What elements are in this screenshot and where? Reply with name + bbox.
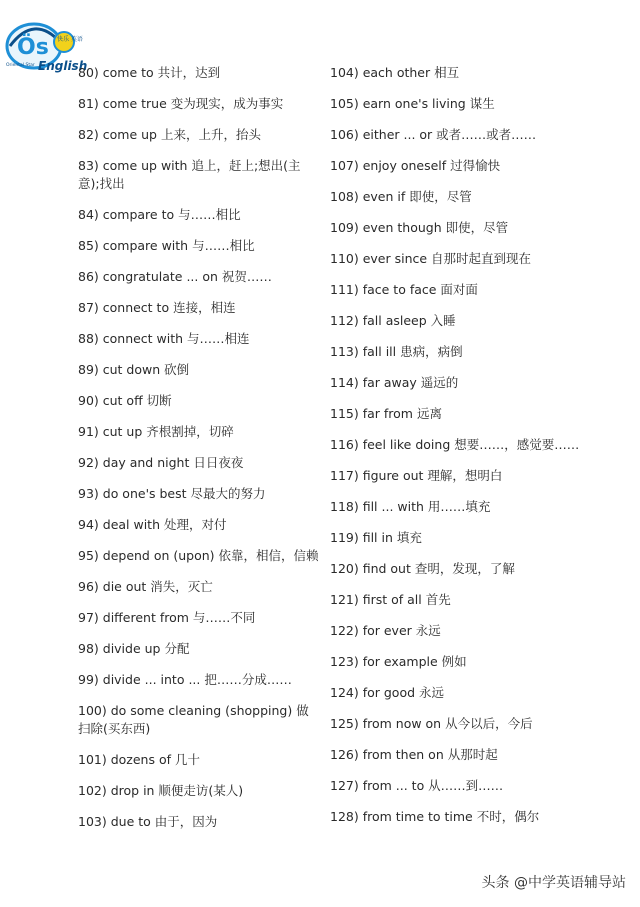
phrase-item: 123) for example 例如 xyxy=(330,654,467,669)
logo-word: English xyxy=(38,59,88,73)
phrase-item: 85) compare with 与……相比 xyxy=(78,238,255,253)
phrase-item: 125) from now on 从今以后，今后 xyxy=(330,716,533,731)
phrase-item: 100) do some cleaning (shopping) 做扫除(买东西) xyxy=(78,703,309,736)
phrase-item: 113) fall ill 患病，病倒 xyxy=(330,344,463,359)
phrase-item: 87) connect to 连接，相连 xyxy=(78,300,236,315)
phrase-item: 83) come up with 追上，赶上;想出(主意);找出 xyxy=(78,158,301,191)
phrase-item: 111) face to face 面对面 xyxy=(330,282,478,297)
phrase-item: 114) far away 遥远的 xyxy=(330,375,459,390)
logo-tagline: Oriental Star xyxy=(6,63,35,68)
phrase-item: 119) fill in 填充 xyxy=(330,530,422,545)
phrase-item: 109) even though 即使，尽管 xyxy=(330,220,509,235)
phrase-item: 107) enjoy oneself 过得愉快 xyxy=(330,158,501,173)
phrase-item: 82) come up 上来，上升，抬头 xyxy=(78,127,261,142)
phrase-item: 89) cut down 砍倒 xyxy=(78,362,190,377)
phrase-item: 108) even if 即使，尽管 xyxy=(330,189,472,204)
phrase-item: 127) from ... to 从……到…… xyxy=(330,778,504,793)
watermark: 头条 @中学英语辅导站 xyxy=(481,875,626,891)
phrase-item: 101) dozens of 几十 xyxy=(78,752,200,767)
phrase-item: 96) die out 消失，灭亡 xyxy=(78,579,213,594)
phrase-item: 98) divide up 分配 xyxy=(78,641,190,656)
phrase-item: 112) fall asleep 入睡 xyxy=(330,313,456,328)
phrase-item: 91) cut up 齐根割掉，切碎 xyxy=(78,424,234,439)
phrase-item: 116) feel like doing 想要……，感觉要…… xyxy=(330,437,580,452)
phrase-item: 128) from time to time 不时，偶尔 xyxy=(330,809,540,824)
phrase-item: 80) come to 共计，达到 xyxy=(78,65,221,80)
phrase-item: 120) find out 查明，发现，了解 xyxy=(330,561,515,576)
logo-badge-text: 快乐 英语 xyxy=(57,36,83,43)
phrase-item: 99) divide ... into ... 把……分成…… xyxy=(78,672,292,687)
phrase-item: 121) first of all 首先 xyxy=(330,592,451,607)
phrase-item: 115) far from 远离 xyxy=(330,406,442,421)
phrase-item: 122) for ever 永远 xyxy=(330,623,441,638)
phrase-item: 117) figure out 理解，想明白 xyxy=(330,468,503,483)
phrase-item: 110) ever since 自那时起直到现在 xyxy=(330,251,532,266)
phrase-item: 81) come true 变为现实，成为事实 xyxy=(78,96,284,111)
phrase-item: 126) from then on 从那时起 xyxy=(330,747,498,762)
logo-mark: Ös xyxy=(17,35,49,60)
phrase-item: 84) compare to 与……相比 xyxy=(78,207,241,222)
phrase-item: 93) do one's best 尽最大的努力 xyxy=(78,486,266,501)
phrase-item: 95) depend on (upon) 依靠，相信，信赖 xyxy=(78,548,319,563)
phrase-item: 86) congratulate ... on 祝贺…… xyxy=(78,269,272,284)
phrase-item: 90) cut off 切断 xyxy=(78,393,172,408)
phrase-item: 105) earn one's living 谋生 xyxy=(330,96,495,111)
phrase-item: 106) either ... or 或者……或者…… xyxy=(330,127,537,142)
phrase-item: 88) connect with 与……相连 xyxy=(78,331,250,346)
phrase-item: 102) drop in 顺便走访(某人) xyxy=(78,783,244,798)
phrase-item: 124) for good 永远 xyxy=(330,685,445,700)
phrase-item: 104) each other 相互 xyxy=(330,65,460,80)
phrase-item: 92) day and night 日日夜夜 xyxy=(78,455,244,470)
phrase-item: 118) fill ... with 用……填充 xyxy=(330,499,491,514)
phrase-item: 97) different from 与……不同 xyxy=(78,610,256,625)
phrase-item: 103) due to 由于，因为 xyxy=(78,814,218,829)
phrase-item: 94) deal with 处理，对付 xyxy=(78,517,227,532)
